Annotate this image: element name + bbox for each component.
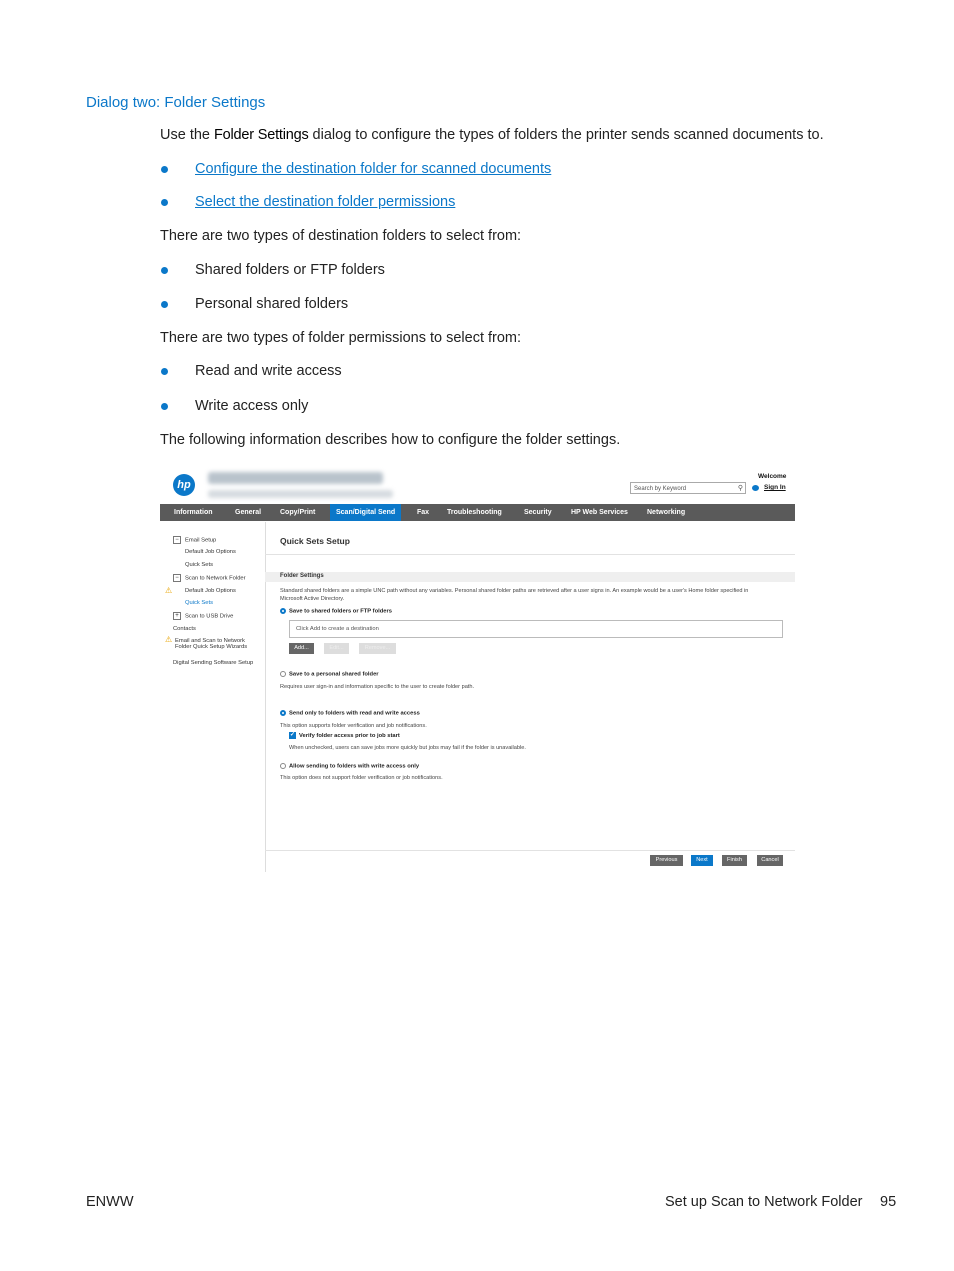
intro-before: Use the bbox=[160, 127, 214, 143]
verify-checkbox[interactable]: ✓ Verify folder access prior to job start bbox=[289, 732, 400, 740]
destination-list[interactable]: Click Add to create a destination bbox=[289, 620, 783, 638]
option-write-only[interactable]: Allow sending to folders with write access only bbox=[280, 763, 419, 770]
folder-type-item: Personal shared folders bbox=[195, 296, 349, 312]
blurred-product-info bbox=[208, 490, 393, 498]
description-line: Microsoft Active Directory. bbox=[280, 596, 345, 602]
edit-button[interactable]: Edit... bbox=[324, 643, 349, 654]
hp-logo-icon: hp bbox=[173, 474, 195, 496]
collapse-icon[interactable]: − bbox=[173, 574, 181, 582]
radio-unselected[interactable] bbox=[280, 763, 286, 769]
search-icon[interactable]: ⚲ bbox=[737, 485, 743, 492]
tab-copy-print[interactable]: Copy/Print bbox=[280, 509, 316, 516]
verify-note: When unchecked, users can save jobs more quickly but jobs may fail if the folder is unavailable. bbox=[289, 745, 526, 751]
permission-item: Read and write access bbox=[195, 363, 342, 379]
description-line: Standard shared folders are a simple UNC path without any variables. Personal shared folder paths are retrieved after a user signs in. An example would be a user's Home folder specified in bbox=[280, 588, 749, 594]
tab-hp-web-services[interactable]: HP Web Services bbox=[571, 509, 628, 516]
bullet-dot bbox=[161, 166, 168, 173]
sign-in-link[interactable]: Sign In bbox=[764, 484, 786, 491]
divider bbox=[265, 850, 795, 851]
option-personal-folder[interactable]: Save to a personal shared folder bbox=[280, 671, 379, 678]
tab-fax[interactable]: Fax bbox=[417, 509, 430, 516]
sidebar-item-wizard[interactable]: Email and Scan to Network Folder Quick Setup Wizards bbox=[175, 638, 248, 650]
sidebar-item-scan-to-usb[interactable]: + Scan to USB Drive bbox=[173, 612, 233, 620]
tab-troubleshooting[interactable]: Troubleshooting bbox=[447, 509, 502, 516]
read-write-note: This option supports folder verification and job notifications. bbox=[280, 723, 427, 729]
radio-selected[interactable] bbox=[280, 710, 286, 716]
add-button[interactable]: Add... bbox=[289, 643, 314, 654]
checkmark-icon[interactable]: ✓ bbox=[289, 732, 296, 738]
intro-paragraph bbox=[160, 127, 824, 143]
write-only-note: This option does not support folder verification or job notifications. bbox=[280, 775, 443, 781]
intro-strong: Folder Settings bbox=[214, 127, 309, 143]
personal-note: Requires user sign-in and information specific to the user to create folder path. bbox=[280, 684, 475, 690]
remove-button[interactable]: Remove... bbox=[359, 643, 396, 654]
sidebar-item-default-job-options[interactable]: Default Job Options bbox=[185, 588, 236, 594]
permission-item: Write access only bbox=[195, 398, 309, 414]
sidebar-item-quick-sets-selected[interactable]: Quick Sets bbox=[185, 600, 214, 606]
sidebar-item-scan-to-network-folder[interactable]: − Scan to Network Folder bbox=[173, 574, 246, 582]
bullet-dot bbox=[161, 368, 168, 375]
intro-after: dialog to configure the types of folders the printer sends scanned documents to. bbox=[308, 127, 824, 143]
search-input[interactable] bbox=[630, 482, 746, 494]
bullet-dot bbox=[161, 199, 168, 206]
divider bbox=[265, 554, 795, 555]
sidebar-item-quick-sets[interactable]: Quick Sets bbox=[185, 562, 214, 568]
folder-type-item: Shared folders or FTP folders bbox=[195, 262, 385, 278]
sidebar-item-contacts[interactable]: Contacts bbox=[173, 626, 196, 632]
footer-chapter: Set up Scan to Network Folder bbox=[665, 1194, 863, 1210]
next-button[interactable]: Next bbox=[691, 855, 713, 866]
sidebar-item-digital-sending[interactable]: Digital Sending Software Setup bbox=[173, 660, 254, 666]
sidebar bbox=[160, 522, 266, 872]
config-intro: The following information describes how to configure the folder settings. bbox=[160, 432, 621, 448]
tab-security[interactable]: Security bbox=[524, 509, 552, 516]
warning-icon: ⚠ bbox=[165, 635, 173, 644]
blurred-product-name bbox=[208, 472, 383, 484]
section-header: Folder Settings bbox=[265, 572, 795, 582]
perm-intro: There are two types of folder permissions to select from: bbox=[160, 330, 522, 346]
cancel-button[interactable]: Cancel bbox=[757, 855, 783, 866]
sidebar-item-default-job-options[interactable]: Default Job Options bbox=[185, 549, 236, 555]
link-configure-destination[interactable]: Configure the destination folder for scanned documents bbox=[195, 161, 552, 177]
expand-icon[interactable]: + bbox=[173, 612, 181, 620]
finish-button[interactable]: Finish bbox=[722, 855, 747, 866]
top-nav bbox=[160, 504, 795, 521]
warning-icon: ⚠ bbox=[165, 586, 173, 595]
page-title: Quick Sets Setup bbox=[280, 536, 350, 546]
previous-button[interactable]: Previous bbox=[650, 855, 683, 866]
page-number: 95 bbox=[880, 1194, 897, 1210]
collapse-icon[interactable]: − bbox=[173, 536, 181, 544]
search-placeholder: Search by Keyword bbox=[634, 486, 687, 492]
radio-selected[interactable] bbox=[280, 608, 286, 614]
tab-general[interactable]: General bbox=[235, 509, 262, 516]
ews-screenshot bbox=[160, 466, 795, 872]
bullet-dot bbox=[161, 403, 168, 410]
link-select-permissions[interactable]: Select the destination folder permissions bbox=[195, 194, 456, 210]
welcome-label: Welcome bbox=[758, 473, 787, 480]
section-heading: Dialog two: Folder Settings bbox=[86, 94, 266, 111]
footer-left: ENWW bbox=[86, 1194, 134, 1210]
types-intro: There are two types of destination folders to select from: bbox=[160, 228, 522, 244]
radio-unselected[interactable] bbox=[280, 671, 286, 677]
option-read-write[interactable]: Send only to folders with read and write access bbox=[280, 710, 420, 717]
bullet-dot bbox=[161, 301, 168, 308]
tab-networking[interactable]: Networking bbox=[647, 509, 686, 516]
sidebar-item-email-setup[interactable]: − Email Setup bbox=[173, 536, 216, 544]
bullet-dot bbox=[161, 267, 168, 274]
tab-information[interactable]: Information bbox=[174, 509, 213, 516]
sign-in-icon bbox=[752, 485, 759, 491]
tab-scan-digital-send[interactable]: Scan/Digital Send bbox=[330, 504, 401, 521]
option-shared-folders[interactable]: Save to shared folders or FTP folders bbox=[280, 608, 392, 615]
